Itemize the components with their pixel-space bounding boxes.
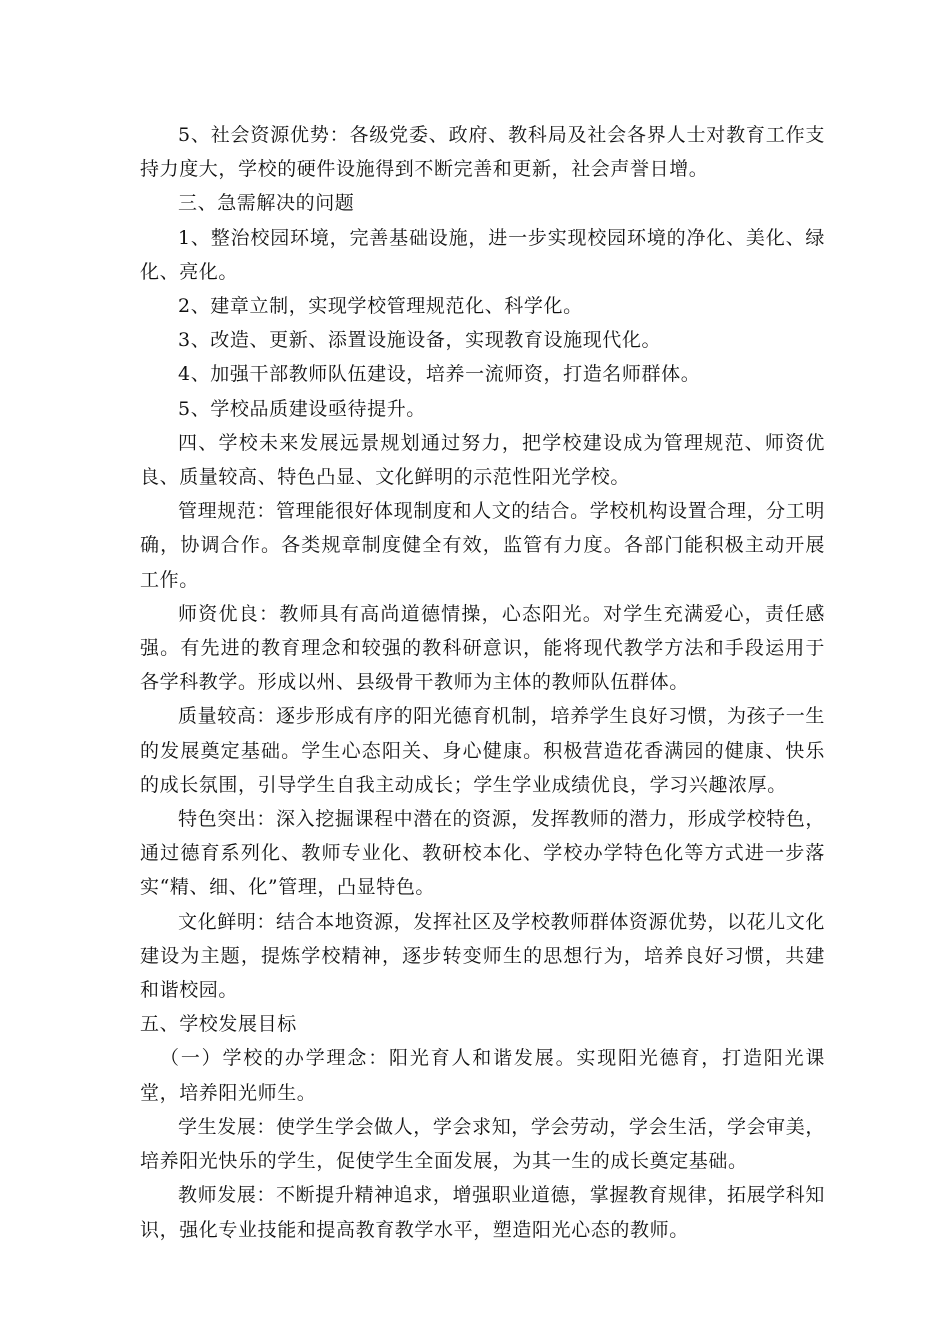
document-body [140, 118, 825, 1247]
heading-development-goals: 五、学校发展目标 [140, 1013, 297, 1036]
paragraph-social-resources: 5、社会资源优势：各级党委、政府、教科局及社会各界人士对教育工作支持力度大，学校的硬件设施得到不断完善和更新，社会声誉日增。 [140, 124, 825, 181]
list-item-2: 2、建章立制，实现学校管理规范化、科学化。 [178, 295, 583, 318]
paragraph-quality: 质量较高：逐步形成有序的阳光德育机制，培养学生良好习惯，为孩子一生的发展奠定基础。学生心态阳关、身心健康。积极营造花香满园的健康、快乐的成长氛围，引导学生自我主动成长；学生学业成绩优良，学习兴趣浓厚。 [140, 705, 825, 796]
heading-future-vision: 四、学校未来发展远景规划通过努力，把学校建设成为管理规范、师资优良、质量较高、特色凸显、文化鲜明的示范性阳光学校。 [140, 431, 825, 489]
paragraph-student-development: 学生发展：使学生学会做人，学会求知，学会劳动，学会生活，学会审美，培养阳光快乐的学生，促使学生全面发展，为其一生的成长奠定基础。 [140, 1115, 825, 1173]
paragraph-culture: 文化鲜明：结合本地资源，发挥社区及学校教师群体资源优势，以花儿文化建设为主题，提炼学校精神，逐步转变师生的思想行为，培养良好习惯，共建和谐校园。 [140, 910, 825, 1002]
heading-urgent-issues: 三、急需解决的问题 [178, 192, 355, 215]
paragraph-management: 管理规范：管理能很好体现制度和人文的结合。学校机构设置合理，分工明确，协调合作。各类规章制度健全有效，监管有力度。各部门能积极主动开展工作。 [140, 500, 825, 591]
list-item-5: 5、学校品质建设亟待提升。 [178, 397, 426, 420]
list-item-1: 1、整治校园环境，完善基础设施，进一步实现校园环境的净化、美化、绿化、亮化。 [140, 226, 825, 283]
list-item-4: 4、加强干部教师队伍建设，培养一流师资，打造名师群体。 [178, 363, 701, 386]
paragraph-philosophy: （一）学校的办学理念：阳光育人和谐发展。实现阳光德育，打造阳光课堂，培养阳光师生。 [140, 1047, 825, 1104]
paragraph-features: 特色突出：深入挖掘课程中潜在的资源，发挥教师的潜力，形成学校特色，通过德育系列化、教师专业化、教研校本化、学校办学特色化等方式进一步落实“精、细、化”管理，凸显特色。 [140, 808, 825, 899]
list-item-3: 3、改造、更新、添置设施设备，实现教育设施现代化。 [178, 329, 662, 352]
paragraph-teacher-development: 教师发展：不断提升精神追求，增强职业道德，掌握教育规律，拓展学科知识，强化专业技能和提高教育教学水平，塑造阳光心态的教师。 [140, 1184, 825, 1241]
paragraph-teachers: 师资优良：教师具有高尚道德情操，心态阳光。对学生充满爱心，责任感强。有先进的教育理念和较强的教科研意识，能将现代教学方法和手段运用于各学科教学。形成以州、县级骨干教师为主体的教师队伍群体。 [140, 602, 825, 694]
